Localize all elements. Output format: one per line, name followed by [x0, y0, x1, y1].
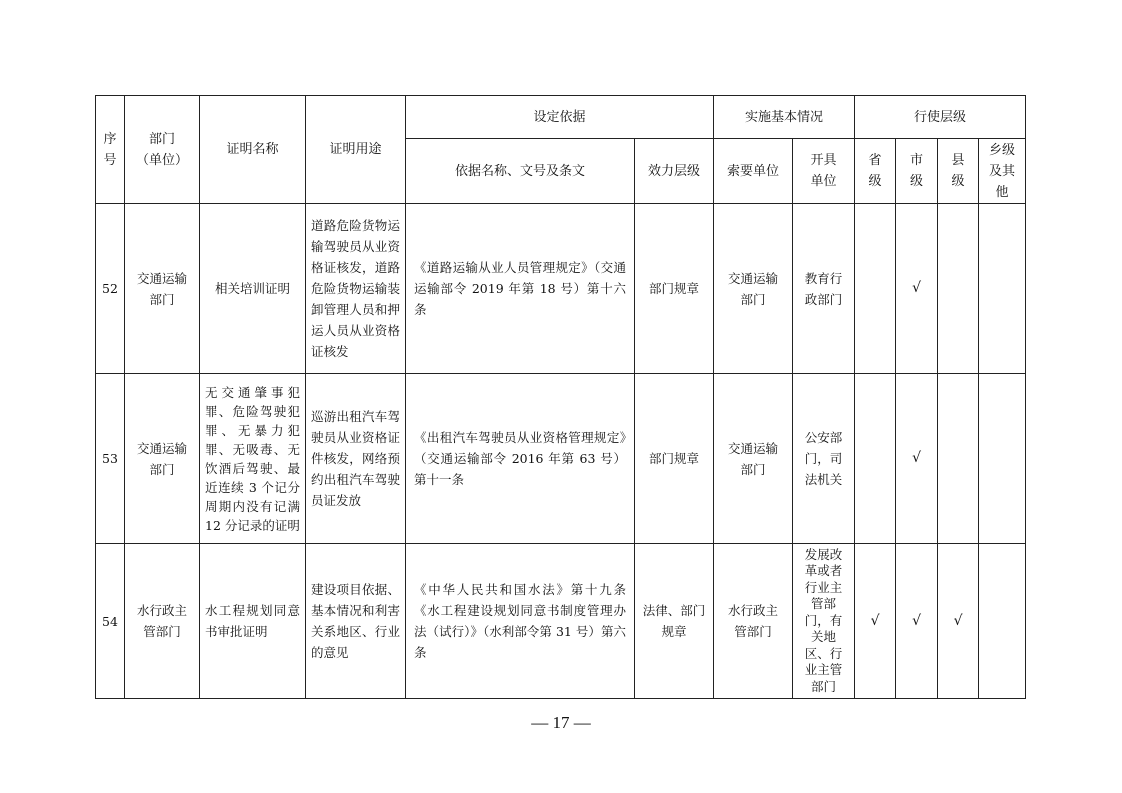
header-requesting-unit: 索要单位 — [714, 139, 793, 204]
row-county — [938, 204, 979, 374]
row-issuing-line: 部门 — [811, 678, 837, 694]
row-dept — [125, 204, 200, 374]
row-issuing-line: 发展改 — [804, 546, 843, 562]
row-dept-line: 水行政主 — [136, 603, 187, 618]
table-row — [96, 374, 1026, 544]
row-dept — [125, 374, 200, 544]
row-issuing-line: 关地 — [811, 629, 837, 645]
row-cert-use: 巡游出租汽车驾驶员从业资格证件核发，网络预约出租汽车驾驶员证发放 — [306, 374, 406, 544]
row-dept-line: 交通运输 — [136, 270, 187, 286]
row-issuing-unit — [793, 374, 855, 544]
row-basis: 《道路运输从业人员管理规定》（交通运输部令 2019 年第 18 号）第十六条 — [406, 204, 635, 374]
row-effect-line: 法律、部门 — [642, 603, 706, 618]
row-dept-line: 部门 — [149, 461, 175, 477]
row-county: √ — [938, 544, 979, 699]
row-seq: 53 — [96, 374, 125, 544]
row-seq: 54 — [96, 544, 125, 699]
row-issuing-line: 革或者 — [804, 563, 843, 579]
header-county-line: 级 — [951, 174, 965, 189]
row-township — [979, 204, 1026, 374]
header-province — [855, 139, 896, 204]
row-requesting-line: 部门 — [740, 461, 766, 477]
row-issuing-line: 门，司 — [804, 451, 843, 466]
row-requesting-line: 交通运输 — [728, 270, 779, 286]
header-issuing-line: 开具 — [810, 153, 837, 168]
header-dept-line: 部门 — [148, 131, 175, 147]
row-issuing-line: 法机关 — [804, 472, 843, 487]
row-requesting-line: 水行政主 — [728, 603, 779, 618]
header-cert-use: 证明用途 — [306, 96, 406, 204]
row-issuing-line: 业主管 — [804, 662, 843, 678]
header-township — [979, 139, 1026, 204]
header-province-line: 省 — [868, 153, 882, 168]
header-dept-line: （单位） — [135, 152, 188, 168]
row-issuing-line: 教育行 — [804, 270, 843, 286]
header-county-line: 县 — [951, 153, 965, 168]
row-requesting-line: 交通运输 — [728, 440, 779, 456]
header-effect-level: 效力层级 — [635, 139, 714, 204]
row-province: √ — [855, 544, 896, 699]
row-city: √ — [896, 544, 938, 699]
row-issuing-unit — [793, 204, 855, 374]
table-row — [96, 204, 1026, 374]
row-county — [938, 374, 979, 544]
header-city-line: 市 — [910, 153, 924, 168]
header-township-line: 及其 — [989, 163, 1016, 179]
certificate-table — [95, 95, 1026, 699]
header-impl-group: 实施基本情况 — [714, 96, 855, 139]
row-issuing-line: 门，有 — [804, 612, 843, 628]
header-seq-line: 序 — [103, 131, 117, 147]
row-effect-level: 部门规章 — [635, 204, 714, 374]
row-issuing-line: 政部门 — [804, 291, 843, 307]
row-effect-line: 规章 — [661, 624, 687, 639]
row-issuing-line: 区、行 — [804, 645, 843, 661]
header-township-line: 乡级 — [989, 142, 1016, 158]
header-issuing-unit — [793, 139, 855, 204]
header-city — [896, 139, 938, 204]
header-basis-name: 依据名称、文号及条文 — [406, 139, 635, 204]
row-basis: 《中华人民共和国水法》第十九条《水工程建设规划同意书制度管理办法（试行）》（水利部令第 31 号）第六条 — [406, 544, 635, 699]
table-row — [96, 544, 1026, 699]
row-requesting-line: 管部门 — [734, 624, 772, 639]
row-effect-level — [635, 544, 714, 699]
header-issuing-line: 单位 — [810, 174, 837, 189]
row-city: √ — [896, 204, 938, 374]
row-township — [979, 544, 1026, 699]
row-dept-line: 部门 — [149, 291, 175, 307]
page-number: — 17 — — [531, 713, 591, 732]
row-dept-line: 交通运输 — [136, 440, 187, 456]
row-province — [855, 204, 896, 374]
header-seq — [96, 96, 125, 204]
row-effect-level: 部门规章 — [635, 374, 714, 544]
header-city-line: 级 — [910, 174, 924, 189]
row-issuing-line: 公安部 — [804, 430, 843, 445]
row-requesting-unit — [714, 544, 793, 699]
row-cert-name: 相关培训证明 — [200, 204, 306, 374]
row-dept — [125, 544, 200, 699]
header-dept — [125, 96, 200, 204]
header-level-group: 行使层级 — [855, 96, 1026, 139]
row-dept-line: 管部门 — [143, 624, 181, 639]
row-cert-use: 道路危险货物运输驾驶员从业资格证核发，道路危险货物运输装卸管理人员和押运人员从业资格证核发 — [306, 204, 406, 374]
row-cert-use: 建设项目依据、基本情况和利害关系地区、行业的意见 — [306, 544, 406, 699]
row-city: √ — [896, 374, 938, 544]
header-seq-line: 号 — [103, 152, 117, 168]
header-row-group — [96, 96, 1026, 139]
row-issuing-line: 管部 — [811, 596, 837, 612]
row-requesting-unit — [714, 204, 793, 374]
header-cert-name: 证明名称 — [200, 96, 306, 204]
row-seq: 52 — [96, 204, 125, 374]
header-county — [938, 139, 979, 204]
row-basis: 《出租汽车驾驶员从业资格管理规定》（交通运输部令 2016 年第 63 号）第十一条 — [406, 374, 635, 544]
header-basis-group: 设定依据 — [406, 96, 714, 139]
row-province — [855, 374, 896, 544]
header-township-line: 他 — [995, 184, 1009, 200]
row-requesting-line: 部门 — [740, 291, 766, 307]
certificate-table-sheet — [95, 95, 1026, 699]
row-cert-name: 无交通肇事犯罪、危险驾驶犯罪、无暴力犯罪、无吸毒、无饮酒后驾驶、最近连续 3 个记分周期内没有记满 12 分记录的证明 — [200, 374, 306, 544]
row-issuing-unit — [793, 544, 855, 699]
header-province-line: 级 — [868, 174, 882, 189]
row-requesting-unit — [714, 374, 793, 544]
row-township — [979, 374, 1026, 544]
row-cert-name: 水工程规划同意书审批证明 — [200, 544, 306, 699]
row-issuing-line: 行业主 — [804, 579, 843, 595]
